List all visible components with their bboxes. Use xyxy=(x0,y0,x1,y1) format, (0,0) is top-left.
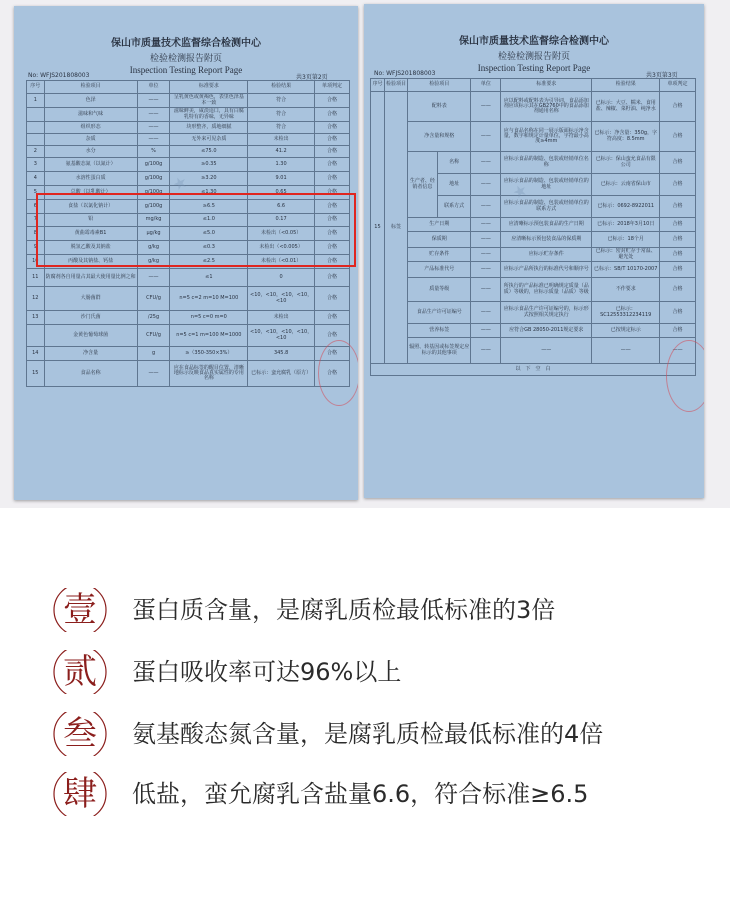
table-header xyxy=(27,81,350,94)
table-cell: 合格 xyxy=(315,311,350,325)
table-cell: —— xyxy=(137,269,170,287)
table-cell: —— xyxy=(137,122,170,134)
table-cell: 合格 xyxy=(315,108,350,122)
feature-text: 氨基酸态氮含量，是腐乳质检最低标准的4倍 xyxy=(132,720,604,748)
table-cell: —— xyxy=(137,94,170,108)
table-cell: 7 xyxy=(27,214,45,227)
table-row xyxy=(371,92,696,122)
table-cell: 联系方式 xyxy=(437,196,471,218)
report-page-left xyxy=(14,6,358,500)
table-row xyxy=(27,172,350,186)
official-stamp xyxy=(666,340,704,412)
blank-note: 以 下 空 白 xyxy=(371,364,696,376)
col-header: 标准要求 xyxy=(170,81,248,94)
col-header: 序号 xyxy=(371,79,385,92)
numeral-badge xyxy=(52,644,108,700)
table-cell: —— xyxy=(137,134,170,146)
table-cell: 应与食品名称在同一展示版面标示净含量，数字和规定计量单位，字符最小高度≥4mm xyxy=(501,122,592,152)
table-cell: 营养标签 xyxy=(408,324,471,338)
table-cell: 未检出 xyxy=(248,134,315,146)
table-cell: 合格 xyxy=(315,158,350,172)
table-cell: 10 xyxy=(27,255,45,269)
table-cell: ≥3.20 xyxy=(170,172,248,186)
table-cell: 应标示食品生产许可证编号的，标示形式按照相关规定执行 xyxy=(501,302,592,324)
table-cell: 合格 xyxy=(315,287,350,311)
inspection-table-right xyxy=(370,78,696,376)
table-row xyxy=(371,338,696,364)
table-cell: 合格 xyxy=(315,94,350,108)
watermark: ★ xyxy=(171,174,190,194)
table-cell: 合格 xyxy=(315,214,350,227)
table-cell: —— xyxy=(471,262,501,278)
table-cell: 合格 xyxy=(660,218,696,232)
numeral-two: 贰 xyxy=(63,652,97,692)
table-cell: 合格 xyxy=(315,122,350,134)
table-cell: 15 xyxy=(27,361,45,387)
col-header: 检验项目 xyxy=(44,81,137,94)
table-cell: 保质期 xyxy=(408,232,471,248)
highlight-box xyxy=(36,193,356,267)
table-cell: 合格 xyxy=(315,325,350,347)
col-header: 单位 xyxy=(137,81,170,94)
table-cell: 食品生产许可证编号 xyxy=(408,302,471,324)
col-header: 检验项目 xyxy=(384,79,407,92)
page-indicator: 共3页第3页 xyxy=(646,72,678,79)
table-cell: 已标示：0692-8922011 xyxy=(592,196,660,218)
table-cell: 8 xyxy=(27,227,45,241)
table-cell: 41.2 xyxy=(248,146,315,158)
table-cell: 滋味鲜美，咸淡适口，具有白腐乳特有的香味，无异味 xyxy=(170,108,248,122)
table-cell: 所执行的产品标准已明确规定质量（品质）等级的，应标示质量（品质）等级 xyxy=(501,278,592,302)
table-cell: 已标示：云南省保山市 xyxy=(592,174,660,196)
table-cell: 应标示产品所执行的标准代号和顺序号 xyxy=(501,262,592,278)
table-cell: 1 xyxy=(27,94,45,108)
col-header: 单项判定 xyxy=(660,79,696,92)
table-row xyxy=(371,302,696,324)
table-cell: 合格 xyxy=(660,248,696,262)
table-cell: 合格 xyxy=(660,196,696,218)
table-cell: 产品标准代号 xyxy=(408,262,471,278)
table-cell: g xyxy=(137,347,170,361)
table-cell: —— xyxy=(471,338,501,364)
table-cell: ≤1.30 xyxy=(170,186,248,200)
group-label: 生产者、经销者信息 xyxy=(408,152,438,218)
table-row xyxy=(371,364,696,376)
table-cell: 已标示：净含量：350g，字符高度：8.5mm xyxy=(592,122,660,152)
row-number: 15 xyxy=(371,92,385,364)
table-row xyxy=(371,122,696,152)
table-cell: 合格 xyxy=(660,278,696,302)
table-cell: 水溶性蛋白质 xyxy=(44,172,137,186)
table-cell: 14 xyxy=(27,347,45,361)
table-cell: 未检出（<0.005） xyxy=(248,241,315,255)
table-cell: 未检出 xyxy=(248,311,315,325)
col-header: 检验结果 xyxy=(592,79,660,92)
table-cell: % xyxy=(137,146,170,158)
item-label: 标签 xyxy=(384,92,407,364)
table-cell: 已标示：密封贮存于常温、避光处 xyxy=(592,248,660,262)
table-cell: 9 xyxy=(27,241,45,255)
table-cell: 未检出（<0.01） xyxy=(248,255,315,269)
table-cell: 无外来可见杂质 xyxy=(170,134,248,146)
col-header: 单位 xyxy=(471,79,501,92)
table-cell xyxy=(27,325,45,347)
table-row xyxy=(371,262,696,278)
table-cell: 应清晰标示预包装食品的生产日期 xyxy=(501,218,592,232)
table-cell: ≤5.0 xyxy=(170,227,248,241)
table-cell: 合格 xyxy=(315,255,350,269)
table-cell: 合格 xyxy=(315,241,350,255)
table-cell: n=5 c=1 m=100 M=1000 xyxy=(170,325,248,347)
table-cell: g/100g xyxy=(137,158,170,172)
table-cell: 合格 xyxy=(315,347,350,361)
col-header: 检验项目 xyxy=(408,79,471,92)
table-cell: 总酸（以乳酸计） xyxy=(44,186,137,200)
table-cell: 辐照、转基因或标签规定应标示的其他事项 xyxy=(408,338,471,364)
feature-row xyxy=(0,764,730,824)
table-row xyxy=(27,146,350,158)
table-cell: 5 xyxy=(27,186,45,200)
table-row xyxy=(27,134,350,146)
table-cell: 9.01 xyxy=(248,172,315,186)
table-cell: 345.8 xyxy=(248,347,315,361)
report-number: No: WFJS201808003 xyxy=(374,70,436,77)
table-row xyxy=(27,287,350,311)
table-cell: —— xyxy=(501,338,592,364)
table-cell: 食盐（以氯化钠计） xyxy=(44,200,137,214)
table-cell: 氨基酸态氮（以氮计） xyxy=(44,158,137,172)
official-stamp xyxy=(318,340,358,406)
table-cell: 合格 xyxy=(660,122,696,152)
table-cell: 0.65 xyxy=(248,186,315,200)
table-cell: 不作要求 xyxy=(592,278,660,302)
table-cell: 合格 xyxy=(315,186,350,200)
feature-text: 蛋白质含量，是腐乳质检最低标准的3倍 xyxy=(132,596,556,624)
watermark: ★ xyxy=(511,182,530,202)
table-cell: 应标示食品的制造、包装或经销单位的联系方式 xyxy=(501,196,592,218)
table-row xyxy=(27,158,350,172)
table-cell: 应标示食品的制造、包装或经销单位名称 xyxy=(501,152,592,174)
table-cell: 防腐剂各自用量占其最大使用量比例之和 xyxy=(44,269,137,287)
table-row xyxy=(27,122,350,134)
feature-text: 低盐，蛮允腐乳含盐量6.6，符合标准≥6.5 xyxy=(132,780,589,808)
feature-text: 蛋白吸收率可达96%以上 xyxy=(132,658,402,686)
numeral-four: 肆 xyxy=(63,774,97,814)
table-cell: 已标示：SB/T 10170-2007 xyxy=(592,262,660,278)
table-cell: 丙酸及其钠盐、钙盐 xyxy=(44,255,137,269)
numeral-badge xyxy=(52,582,108,638)
table-cell: —— xyxy=(592,338,660,364)
table-cell: 4 xyxy=(27,172,45,186)
table-cell: 金黄色葡萄球菌 xyxy=(44,325,137,347)
table-cell: ≥0.35 xyxy=(170,158,248,172)
table-row xyxy=(371,232,696,248)
table-cell: g/kg xyxy=(137,255,170,269)
table-row xyxy=(371,152,696,174)
table-cell: 11 xyxy=(27,269,45,287)
report-title-en: Inspection Testing Report Page xyxy=(129,65,243,75)
table-cell: 已标示：保山蛮允食品有限公司 xyxy=(592,152,660,174)
feature-row xyxy=(0,580,730,640)
table-cell: —— xyxy=(471,218,501,232)
table-cell: 合格 xyxy=(315,146,350,158)
table-row xyxy=(27,311,350,325)
table-header xyxy=(371,79,696,92)
col-header: 标准要求 xyxy=(501,79,592,92)
table-cell: 12 xyxy=(27,287,45,311)
table-cell xyxy=(27,108,45,122)
table-cell: g/100g xyxy=(137,200,170,214)
feature-section xyxy=(0,508,730,906)
table-cell: 应标示贮存条件 xyxy=(501,248,592,262)
table-cell: —— xyxy=(471,278,501,302)
table-cell: CFU/g xyxy=(137,325,170,347)
table-cell: 已按规定标示 xyxy=(592,324,660,338)
table-cell: 脱氢乙酸及其钠盐 xyxy=(44,241,137,255)
table-cell: 应以配料或配料表为引导词，食品添加剂应该标示其在GB2760中的食品添加剂通用名称 xyxy=(501,92,592,122)
table-cell: n=5 c=2 m=10 M=100 xyxy=(170,287,248,311)
table-cell: —— xyxy=(137,361,170,387)
table-cell: 已标示：SC12553312234119 xyxy=(592,302,660,324)
table-cell: 铅 xyxy=(44,214,137,227)
table-cell: 合格 xyxy=(660,152,696,174)
table-row xyxy=(371,324,696,338)
table-row xyxy=(27,269,350,287)
table-cell: 合格 xyxy=(315,134,350,146)
report-title-cn: 检验检测报告附页 xyxy=(497,52,570,62)
report-page-right xyxy=(364,4,704,498)
table-cell: 合格 xyxy=(315,172,350,186)
table-cell: 合格 xyxy=(660,174,696,196)
table-cell: 已标示：2018年3月10日 xyxy=(592,218,660,232)
table-row xyxy=(27,347,350,361)
table-cell: —— xyxy=(471,302,501,324)
table-cell: g/kg xyxy=(137,241,170,255)
table-cell: g/100g xyxy=(137,186,170,200)
table-cell: —— xyxy=(471,152,501,174)
table-row xyxy=(371,278,696,302)
feature-row xyxy=(0,704,730,764)
table-cell: mg/kg xyxy=(137,214,170,227)
table-cell: 黄曲霉毒素B1 xyxy=(44,227,137,241)
table-cell: 食品名称 xyxy=(44,361,137,387)
table-cell: 合格 xyxy=(660,262,696,278)
numeral-three: 叁 xyxy=(63,714,97,754)
table-cell: g/100g xyxy=(137,172,170,186)
table-cell: 块形整齐，质地细腻 xyxy=(170,122,248,134)
table-cell xyxy=(27,134,45,146)
col-header: 序号 xyxy=(27,81,45,94)
table-cell: 13 xyxy=(27,311,45,325)
table-cell: 应标示食品的制造、包装或经销单位的地址 xyxy=(501,174,592,196)
table-cell: —— xyxy=(660,338,696,364)
table-cell: 名称 xyxy=(437,152,471,174)
table-row xyxy=(371,248,696,262)
table-cell: 配料表 xyxy=(408,92,471,122)
report-title-en: Inspection Testing Report Page xyxy=(477,63,591,73)
table-cell: n=5 c=0 m=0 xyxy=(170,311,248,325)
table-cell: 生产日期 xyxy=(408,218,471,232)
table-cell: 贮存条件 xyxy=(408,248,471,262)
table-cell: 合格 xyxy=(315,200,350,214)
table-cell: 组织形态 xyxy=(44,122,137,134)
table-cell: 符合 xyxy=(248,122,315,134)
table-cell: 0.17 xyxy=(248,214,315,227)
table-cell: 2 xyxy=(27,146,45,158)
table-cell: CFU/g xyxy=(137,287,170,311)
table-cell: 地址 xyxy=(437,174,471,196)
table-cell: 1.30 xyxy=(248,158,315,172)
report-number: No: WFJS201808003 xyxy=(28,72,90,79)
table-cell: 应在食品标签的醒目位置，清晰地标示反映食品真实属性的专用名称 xyxy=(170,361,248,387)
table-cell: /25g xyxy=(137,311,170,325)
table-cell: 0 xyxy=(248,269,315,287)
table-cell: —— xyxy=(471,92,501,122)
center-name: 保山市质量技术监督综合检测中心 xyxy=(111,38,261,49)
table-cell: 水分 xyxy=(44,146,137,158)
table-row xyxy=(371,218,696,232)
numeral-one: 壹 xyxy=(63,590,97,630)
table-cell: —— xyxy=(471,324,501,338)
table-cell: —— xyxy=(471,196,501,218)
table-cell: μg/kg xyxy=(137,227,170,241)
table-cell: ≤75.0 xyxy=(170,146,248,158)
table-cell: 未检出（<0.05） xyxy=(248,227,315,241)
numeral-badge xyxy=(52,766,108,822)
table-cell: ≥（350-350×3%） xyxy=(170,347,248,361)
table-cell: 滋味和气味 xyxy=(44,108,137,122)
table-cell: 6 xyxy=(27,200,45,214)
table-cell: 呈乳黄色或黄褐色，表里色泽基本一致 xyxy=(170,94,248,108)
table-cell: 已标示：蛮允腐乳（原方） xyxy=(248,361,315,387)
report-title-cn: 检验检测报告附页 xyxy=(149,54,222,64)
table-cell: —— xyxy=(471,248,501,262)
table-cell: 符合 xyxy=(248,108,315,122)
table-cell: <10，<10，<10，<10，<10 xyxy=(248,287,315,311)
table-cell: 大肠菌群 xyxy=(44,287,137,311)
col-header: 单项判定 xyxy=(315,81,350,94)
feature-row xyxy=(0,642,730,702)
table-cell: 沙门氏菌 xyxy=(44,311,137,325)
col-header: 检验结果 xyxy=(248,81,315,94)
table-cell: 合格 xyxy=(315,269,350,287)
table-cell: 3 xyxy=(27,158,45,172)
table-cell: 合格 xyxy=(660,302,696,324)
table-cell: ≤2.5 xyxy=(170,255,248,269)
table-cell: —— xyxy=(471,174,501,196)
table-cell: 合格 xyxy=(660,324,696,338)
center-name: 保山市质量技术监督综合检测中心 xyxy=(459,36,609,47)
table-cell: 应符合GB 28050-2011规定要求 xyxy=(501,324,592,338)
table-cell: 质量等级 xyxy=(408,278,471,302)
table-cell: 净含量和规格 xyxy=(408,122,471,152)
table-cell: 合格 xyxy=(660,92,696,122)
table-row xyxy=(27,94,350,108)
table-cell: 杂质 xyxy=(44,134,137,146)
table-cell: —— xyxy=(471,232,501,248)
table-cell: 合格 xyxy=(660,232,696,248)
table-row xyxy=(27,325,350,347)
page-indicator: 共3页第2页 xyxy=(296,74,328,81)
table-cell: 符合 xyxy=(248,94,315,108)
table-cell: ≥6.5 xyxy=(170,200,248,214)
table-cell: 合格 xyxy=(315,227,350,241)
table-row xyxy=(27,108,350,122)
table-cell xyxy=(27,122,45,134)
table-cell: 应清晰标示预包装食品的保质期 xyxy=(501,232,592,248)
table-row xyxy=(27,361,350,387)
table-cell: <10，<10，<10，<10，<10 xyxy=(248,325,315,347)
table-cell: 色泽 xyxy=(44,94,137,108)
table-cell: ≤1 xyxy=(170,269,248,287)
table-cell: 净含量 xyxy=(44,347,137,361)
table-cell: ≤1.0 xyxy=(170,214,248,227)
table-cell: 合格 xyxy=(315,361,350,387)
table-cell: ≤0.3 xyxy=(170,241,248,255)
table-cell: 已标示：大豆、糯米、食用盐、辣椒、菜籽油、纯净水 xyxy=(592,92,660,122)
table-cell: —— xyxy=(471,122,501,152)
table-cell: 已标示：18个月 xyxy=(592,232,660,248)
table-cell: 6.6 xyxy=(248,200,315,214)
table-cell: —— xyxy=(137,108,170,122)
numeral-badge xyxy=(52,706,108,762)
